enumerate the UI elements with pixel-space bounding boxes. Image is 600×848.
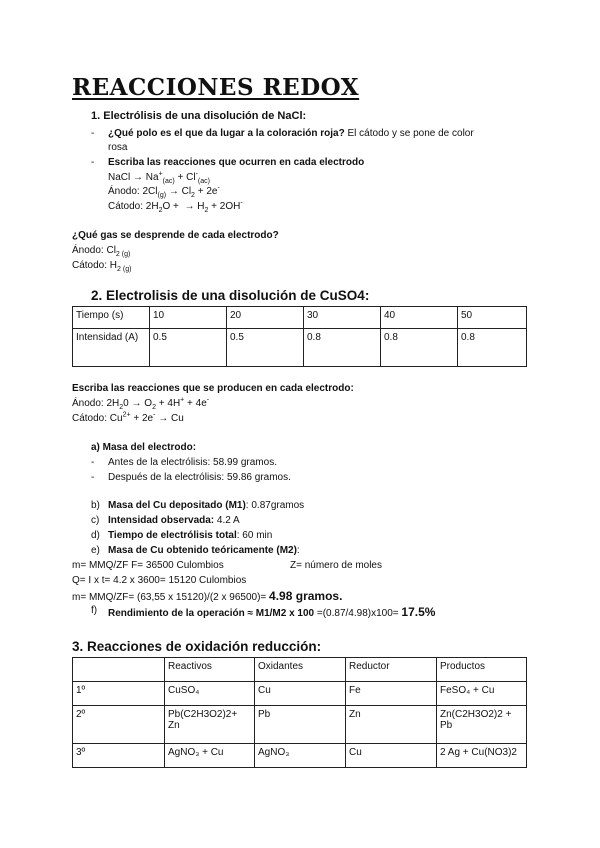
table-cell: 3º bbox=[73, 744, 165, 768]
section1-heading: 1. Electrólisis de una disolución de NaCl: bbox=[91, 110, 307, 122]
item-d: Tiempo de electrólisis total: 60 min bbox=[108, 530, 273, 541]
table-cell: 2 Ag + Cu(NO3)2 bbox=[437, 744, 527, 768]
table-cell: 0.5 bbox=[227, 329, 304, 367]
q1-answer-cont: rosa bbox=[108, 142, 128, 153]
section3-heading: 3. Reacciones de oxidación reducción: bbox=[72, 639, 322, 654]
table-row bbox=[73, 658, 527, 682]
anode-equation: Ánodo: $2H_20 \to O_2 + 4H^+ + 4e^-$ bbox=[72, 396, 210, 411]
table-row bbox=[73, 744, 527, 768]
table-cell: Pb bbox=[255, 706, 346, 744]
write-question: Escriba las reacciones que se producen en cada electrodo: bbox=[72, 383, 354, 394]
item-e: Masa de Cu obtenido teóricamente (M2): bbox=[108, 545, 300, 556]
table-cell: Intensidad (A) bbox=[73, 329, 150, 367]
table-cell: Reactivos bbox=[165, 658, 255, 682]
table-row bbox=[73, 682, 527, 706]
table-cell: Tiempo (s) bbox=[73, 307, 150, 329]
table-cell bbox=[73, 658, 165, 682]
table-cell: Cu bbox=[255, 682, 346, 706]
q1-line bbox=[108, 128, 474, 139]
q1-bold: ¿Qué polo es el que da lugar a la coloración roja? bbox=[108, 128, 345, 139]
table-cell: 0.5 bbox=[150, 329, 227, 367]
table-cell: Fe bbox=[346, 682, 437, 706]
item-c: Intensidad observada: 4.2 A bbox=[108, 515, 240, 526]
table-cell: 20 bbox=[227, 307, 304, 329]
table-cell: 1º bbox=[73, 682, 165, 706]
item-b-label: b) bbox=[91, 500, 100, 511]
eq-nacl: NaCl → $Na^+_{(ac)} + Cl^-_{(ac)}$ bbox=[108, 170, 210, 185]
table-cell: Pb(C2H3O2)2+ Zn bbox=[165, 706, 255, 744]
table-cell: Oxidantes bbox=[255, 658, 346, 682]
gas-question: ¿Qué gas se desprende de cada electrodo? bbox=[72, 230, 279, 241]
item-c-label: c) bbox=[91, 515, 100, 526]
page-title: REACCIONES REDOX bbox=[72, 74, 360, 101]
section2-heading: 2. Electrolisis de una disolución de CuSO4: bbox=[91, 288, 370, 303]
yield-result: 17.5% bbox=[401, 605, 436, 619]
table-row bbox=[73, 307, 527, 329]
eq-cathode: Cátodo: $2H_2O$ + → $H_2 + 2OH^-$ bbox=[108, 199, 243, 214]
table-cell: AgNO₃ bbox=[255, 744, 346, 768]
table-cell: FeSO₄ + Cu bbox=[437, 682, 527, 706]
table-cell: 0.8 bbox=[304, 329, 381, 367]
bullet-dash: - bbox=[91, 157, 95, 168]
item-d-label: d) bbox=[91, 530, 100, 541]
eq-anode: Ánodo: $2Cl_{(g)} \to Cl_2 + 2e^-$ bbox=[108, 184, 220, 199]
q1-answer: El cátodo y se pone de color bbox=[347, 128, 474, 139]
table-cell: CuSO₄ bbox=[165, 682, 255, 706]
table-cell: 10 bbox=[150, 307, 227, 329]
bullet-dash: - bbox=[91, 472, 95, 483]
mass-before: Antes de la electrólisis: 58.99 gramos. bbox=[108, 457, 277, 468]
table-cell: 0.8 bbox=[381, 329, 458, 367]
mass-line: m= MMQ/ZF= (63,55 x 15120)/(2 x 96500)= 4.98 gramos. bbox=[72, 589, 343, 603]
item-f: Rendimiento de la operación ≈ M1/M2 x 100 =(0.87/4.98)x100= 17.5% bbox=[108, 605, 436, 619]
table-cell: Cu bbox=[346, 744, 437, 768]
redox-table bbox=[72, 657, 527, 768]
table-cell: AgNO₃ + Cu bbox=[165, 744, 255, 768]
table-cell: 0.8 bbox=[458, 329, 527, 367]
table-row bbox=[73, 329, 527, 367]
bullet-dash: - bbox=[91, 128, 95, 139]
mass-result: 4.98 gramos. bbox=[269, 589, 343, 603]
table-cell: 30 bbox=[304, 307, 381, 329]
item-f-label: f) bbox=[91, 605, 98, 616]
item-a-label: a) Masa del electrodo: bbox=[91, 442, 197, 453]
table-cell: Productos bbox=[437, 658, 527, 682]
table-row bbox=[73, 706, 527, 744]
formula-line: m= MMQ/ZF F= 36500 Culombios bbox=[72, 560, 224, 571]
electrolysis-table bbox=[72, 306, 527, 367]
cathode-equation: Cátodo: $Cu^{2+} + 2e^- \to Cu$ bbox=[72, 411, 184, 424]
q2-bold: Escriba las reacciones que ocurren en cada electrodo bbox=[108, 157, 365, 168]
charge-line: Q= I x t= 4.2 x 3600= 15120 Culombios bbox=[72, 575, 247, 586]
formula-z: Z= número de moles bbox=[290, 560, 382, 571]
table-cell: Zn(C2H3O2)2 + Pb bbox=[437, 706, 527, 744]
table-cell: Zn bbox=[346, 706, 437, 744]
gas-cathode: Cátodo: $H_{2 (g)}$ bbox=[72, 260, 132, 273]
table-cell: 40 bbox=[381, 307, 458, 329]
item-b: Masa del Cu depositado (M1): 0.87gramos bbox=[108, 500, 305, 511]
gas-anode: Ánodo: $Cl_{2 (g)}$ bbox=[72, 245, 131, 258]
table-cell: 2º bbox=[73, 706, 165, 744]
table-cell: 50 bbox=[458, 307, 527, 329]
bullet-dash: - bbox=[91, 457, 95, 468]
item-e-label: e) bbox=[91, 545, 100, 556]
table-cell: Reductor bbox=[346, 658, 437, 682]
mass-after: Después de la electrólisis: 59.86 gramos. bbox=[108, 472, 291, 483]
